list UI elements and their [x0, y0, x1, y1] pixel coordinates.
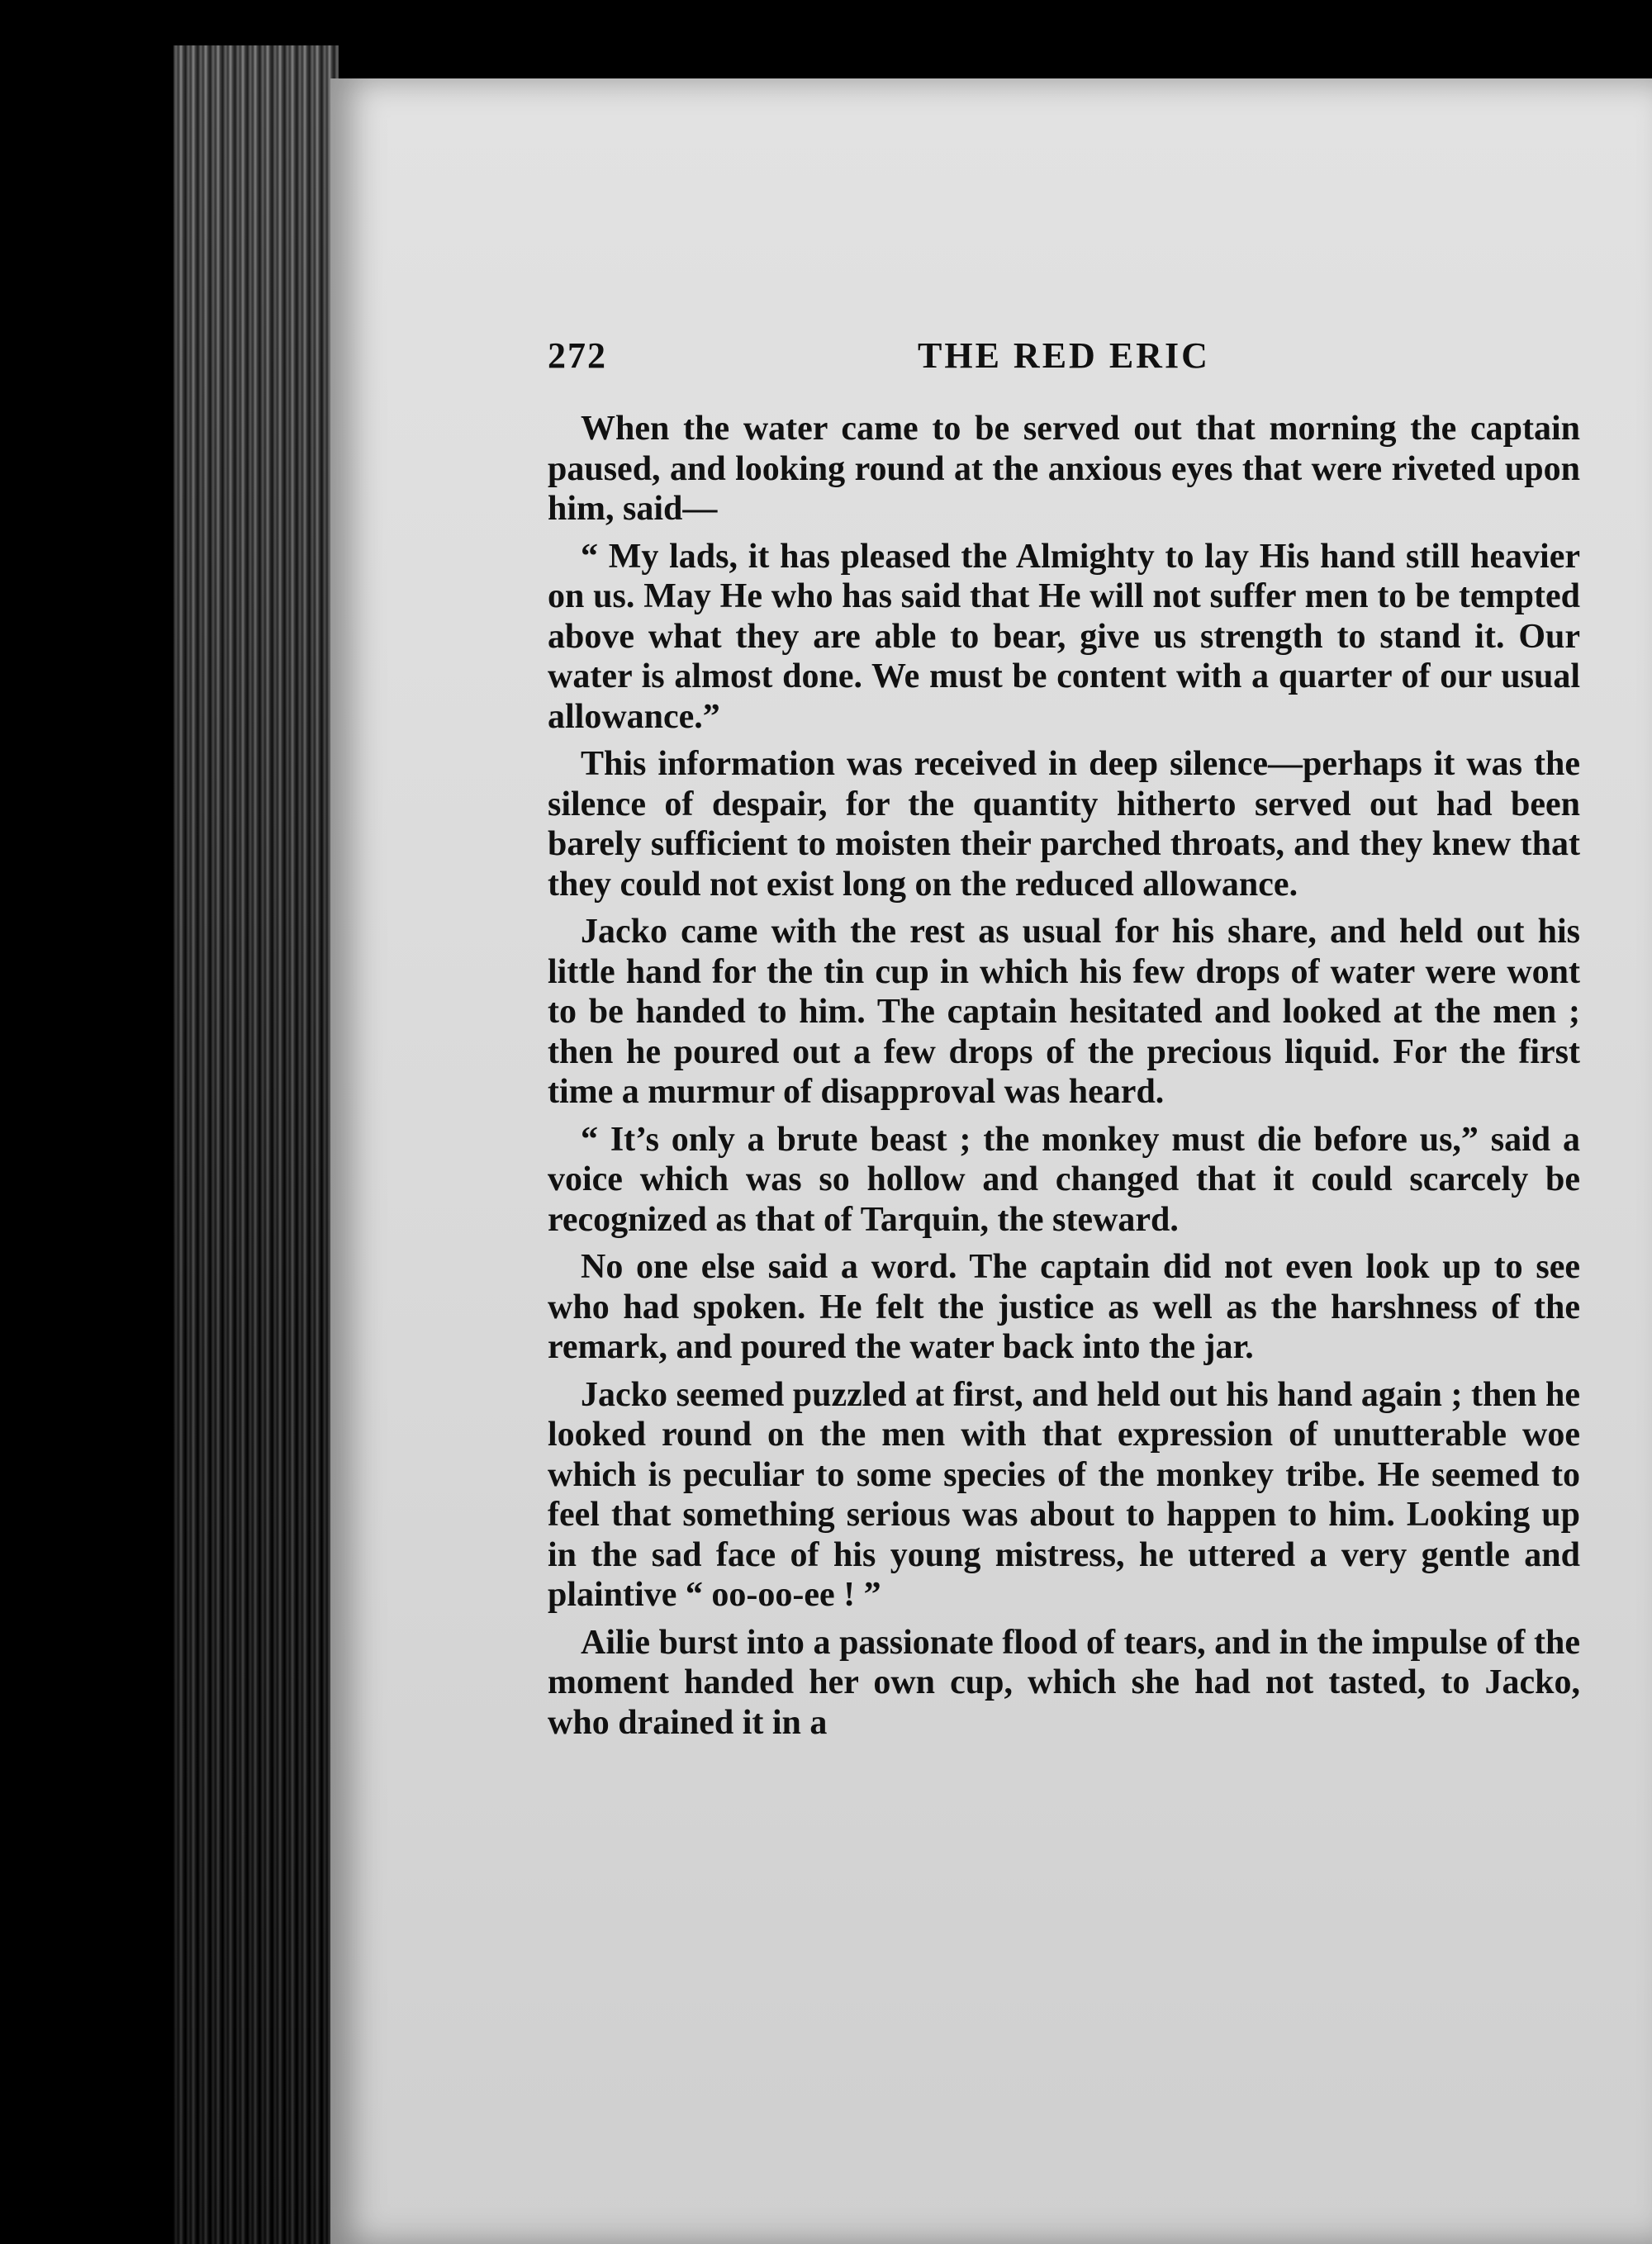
- book-page-edges: [173, 45, 339, 2244]
- page-number: 272: [548, 335, 607, 376]
- paragraph: “ My lads, it has pleased the Almighty to lay His hand still heavier on us. May He who has said that He will not suffer men to be tempted above what they are able to bear, give us strength to stand it. Our water is almost done. We must be content with a quarter of our usual allowance.”: [548, 537, 1580, 736]
- paragraph: “ It’s only a brute beast ; the monkey must die before us,” said a voice which was so hollow and changed that it could scarcely be recognized as that of Tarquin, the steward.: [548, 1120, 1580, 1239]
- paragraph: Jacko came with the rest as usual for his share, and held out his little hand for the tin cup in which his few drops of water were wont to be handed to him. The captain hesitated and looked at the men ; then he poured out a few drops of the precious liquid. For the first time a murmur of disapproval was heard.: [548, 913, 1580, 1111]
- body-text: [548, 409, 1580, 1743]
- paragraph: When the water came to be served out that morning the captain paused, and looking round at the anxious eyes that were riveted upon him, said—: [548, 410, 1580, 528]
- paragraph: Jacko seemed puzzled at first, and held out his hand again ; then he looked round on the men with that expression of unutterable woe which is peculiar to some species of the monkey tribe. He seemed to feel that something serious was about to happen to him. Looking up in the sad face of his young mistress, he uttered a very gentle and plaintive “ oo-oo-ee ! ”: [548, 1375, 1580, 1614]
- page-sheet: [330, 78, 1652, 2244]
- book-title: THE RED ERIC: [918, 335, 1210, 376]
- paragraph: No one else said a word. The captain did not even look up to see who had spoken. He felt the justice as well as the harshness of the remark, and poured the water back into the jar.: [548, 1248, 1580, 1366]
- page-content: [548, 260, 1652, 1743]
- paragraph: This information was received in deep silence—perhaps it was the silence of despair, for the quantity hitherto served out had been barely sufficient to moisten their parched throats, and they knew that they could not exist long on the reduced allowance.: [548, 745, 1580, 904]
- running-head: [548, 260, 1652, 376]
- paragraph: Ailie burst into a passionate flood of tears, and in the impulse of the moment handed her own cup, which she had not tasted, to Jacko, who drained it in a: [548, 1623, 1580, 1742]
